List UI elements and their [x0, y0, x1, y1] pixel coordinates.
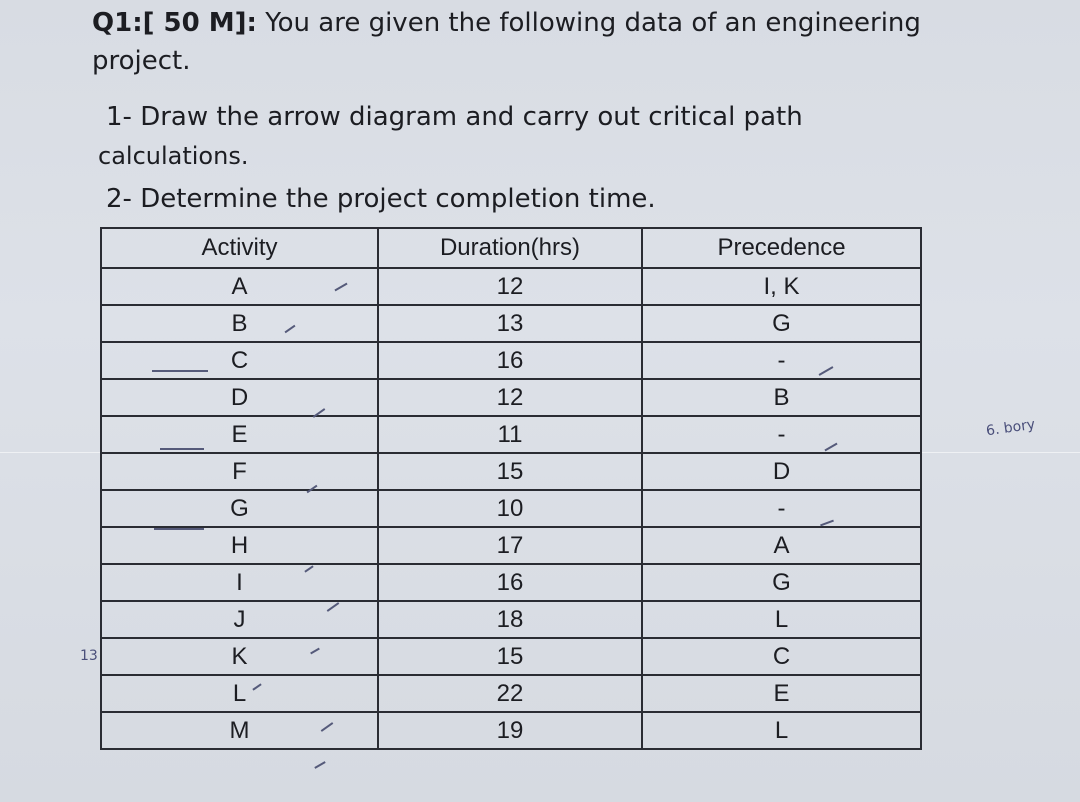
- duration-cell: 12: [378, 268, 642, 305]
- activity-cell: C: [101, 342, 378, 379]
- precedence-cell: G: [642, 564, 921, 601]
- duration-cell: 10: [378, 490, 642, 527]
- question-continuation: project.: [92, 46, 191, 76]
- activity-cell: G: [101, 490, 378, 527]
- activity-table: [100, 227, 922, 750]
- activity-cell: J: [101, 601, 378, 638]
- duration-cell: 16: [378, 564, 642, 601]
- handwritten-margin-number: 13: [80, 648, 98, 664]
- header-duration: Duration(hrs): [378, 228, 642, 268]
- table-row: [101, 527, 921, 564]
- duration-cell: 13: [378, 305, 642, 342]
- precedence-cell: L: [642, 601, 921, 638]
- question-title: [92, 8, 921, 38]
- question-label: Q1:[ 50 M]:: [92, 8, 257, 38]
- task-2: 2- Determine the project completion time.: [106, 184, 656, 214]
- precedence-cell: -: [642, 342, 921, 379]
- activity-cell: E: [101, 416, 378, 453]
- activity-cell: M: [101, 712, 378, 749]
- table-row: [101, 379, 921, 416]
- precedence-cell: C: [642, 638, 921, 675]
- precedence-cell: G: [642, 305, 921, 342]
- precedence-cell: I, K: [642, 268, 921, 305]
- table-row: [101, 601, 921, 638]
- table-row: [101, 490, 921, 527]
- activity-cell: D: [101, 379, 378, 416]
- table-row: [101, 675, 921, 712]
- table-row: [101, 712, 921, 749]
- precedence-cell: D: [642, 453, 921, 490]
- duration-cell: 17: [378, 527, 642, 564]
- task-1: 1- Draw the arrow diagram and carry out critical path: [106, 102, 803, 132]
- task-1-continuation: calculations.: [98, 142, 249, 170]
- precedence-cell: B: [642, 379, 921, 416]
- question-text: You are given the following data of an engineering: [265, 8, 921, 38]
- table-row: [101, 305, 921, 342]
- dash-mark: [160, 448, 204, 450]
- precedence-cell: A: [642, 527, 921, 564]
- duration-cell: 15: [378, 453, 642, 490]
- precedence-cell: -: [642, 490, 921, 527]
- dash-mark: [154, 528, 204, 530]
- dash-mark: [152, 370, 208, 372]
- duration-cell: 11: [378, 416, 642, 453]
- duration-cell: 15: [378, 638, 642, 675]
- table-row: [101, 268, 921, 305]
- header-activity: Activity: [101, 228, 378, 268]
- table-row: [101, 453, 921, 490]
- activity-cell: I: [101, 564, 378, 601]
- header-precedence: Precedence: [642, 228, 921, 268]
- check-mark: [314, 761, 325, 769]
- duration-cell: 22: [378, 675, 642, 712]
- activity-cell: F: [101, 453, 378, 490]
- table-header-row: [101, 228, 921, 268]
- table-row: [101, 342, 921, 379]
- activity-cell: H: [101, 527, 378, 564]
- precedence-cell: L: [642, 712, 921, 749]
- activity-cell: L: [101, 675, 378, 712]
- precedence-cell: -: [642, 416, 921, 453]
- duration-cell: 19: [378, 712, 642, 749]
- duration-cell: 12: [378, 379, 642, 416]
- activity-cell: B: [101, 305, 378, 342]
- duration-cell: 16: [378, 342, 642, 379]
- precedence-cell: E: [642, 675, 921, 712]
- table-row: [101, 638, 921, 675]
- duration-cell: 18: [378, 601, 642, 638]
- table-row: [101, 416, 921, 453]
- table-row: [101, 564, 921, 601]
- activity-cell: A: [101, 268, 378, 305]
- handwritten-margin-note: 6. bory: [985, 416, 1037, 440]
- activity-cell: K: [101, 638, 378, 675]
